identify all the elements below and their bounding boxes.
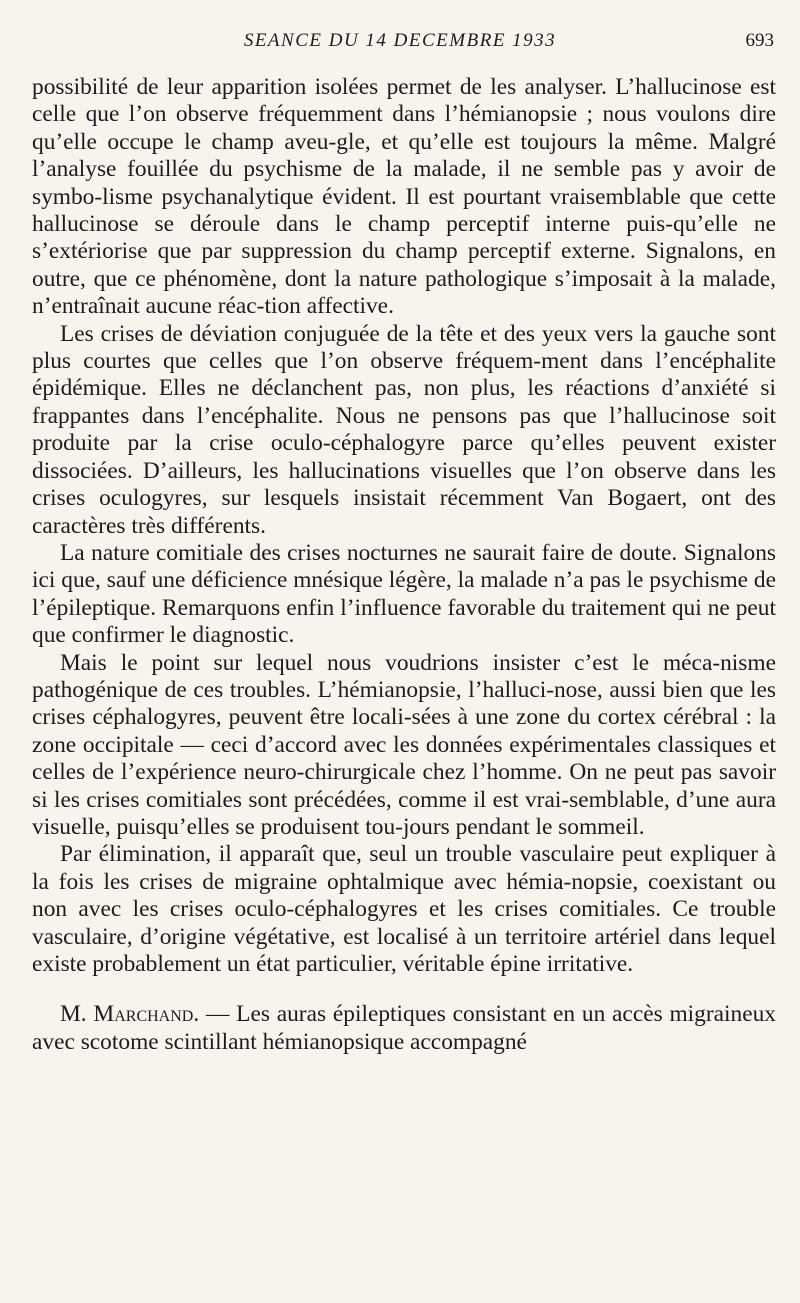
paragraph: Les crises de déviation conjuguée de la tête et des yeux vers la gauche sont plus courtes que celles que l’on observe fréquem-ment dans l’encéphalite épidémique. Elles ne déclanchent pas, non plus, les réactions d’anxiété si frappantes dans l’encéphalite. Nous ne pensons pas que l’hallucinose soit produite par la crise oculo-céphalogyre parce qu’elles peuvent exister dissociées. D’ailleurs, les hallucinations visuelles que l’on observe dans les crises oculogyres, sur lesquels insistait récemment Van Bogaert, ont des caractères très différents.: [32, 320, 776, 539]
body-text: [32, 74, 776, 1056]
paragraph: possibilité de leur apparition isolées permet de les analyser. L’hallucinose est celle que l’on observe fréquemment dans l’hémianopsie ; nous voulons dire qu’elle occupe le champ aveu-gle, et qu’elle est toujours la même. Malgré l’analyse fouillée du psychisme de la malade, il ne semble pas y avoir de symbo-lisme psychanalytique évident. Il est pourtant vraisemblable que cette hallucinose se déroule dans le champ perceptif interne puis-qu’elle ne s’extériorise que par suppression du champ perceptif externe. Signalons, en outre, que ce phénomène, dont la nature pathologique s’imposait à la malade, n’entraînait aucune réac-tion affective.: [32, 74, 776, 320]
speech-paragraph: [32, 1001, 776, 1056]
running-head: [0, 30, 800, 54]
paragraph: La nature comitiale des crises nocturnes ne saurait faire de doute. Signalons ici que, sauf une déficience mnésique légère, la malade n’a pas le psychisme de l’épileptique. Remarquons enfin l’influence favorable du traitement qui ne peut que confirmer le diagnostic.: [32, 539, 776, 649]
paragraph: Par élimination, il apparaît que, seul un trouble vasculaire peut expliquer à la fois les crises de migraine ophtalmique avec hémia-nopsie, coexistant ou non avec les crises oculo-céphalogyres et les crises comitiales. Ce trouble vasculaire, d’origine végétative, est localisé à un territoire artériel dans lequel existe probablement un état particulier, véritable épine irritative.: [32, 841, 776, 977]
paragraph: Mais le point sur lequel nous voudrions insister c’est le méca-nisme pathogénique de ces troubles. L’hémianopsie, l’halluci-nose, aussi bien que les crises céphalogyres, peuvent être locali-sées à une zone du cortex cérébral : la zone occipitale — ceci d’accord avec les données expérimentales classiques et celles de l’expérience neuro-chirurgicale chez l’homme. On ne peut pas savoir si les crises comitiales sont précédées, comme il est vrai-semblable, d’une aura visuelle, puisqu’elles se produisent tou-jours pendant le sommeil.: [32, 649, 776, 840]
speaker-name: M. Marchand.: [60, 1001, 200, 1028]
page-number: 693: [745, 30, 774, 51]
speech-text: — Les auras épileptiques consistant en un accès migraineux avec scotome scintillant hémianopsique accompagné: [32, 1001, 776, 1055]
running-title: SEANCE DU 14 DECEMBRE 1933: [243, 30, 557, 51]
